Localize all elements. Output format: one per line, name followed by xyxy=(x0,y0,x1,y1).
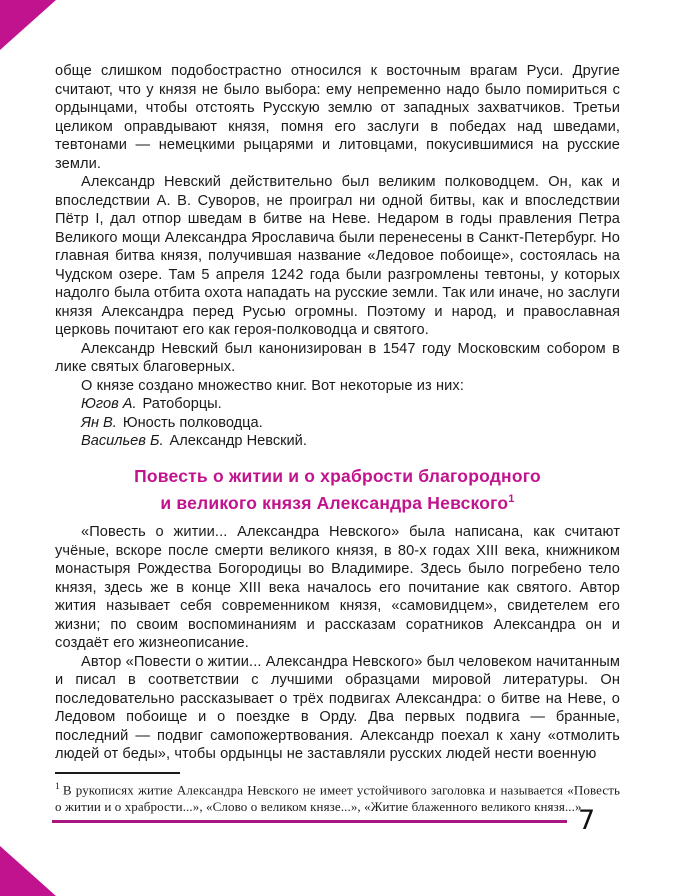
section-heading xyxy=(55,465,620,515)
book-list-item xyxy=(55,395,620,414)
book-author: Васильев Б. xyxy=(81,433,164,449)
book-author: Югов А. xyxy=(81,396,137,412)
book-list-item xyxy=(55,414,620,433)
book-list-item xyxy=(55,432,620,451)
footnote-text xyxy=(55,779,620,815)
body-paragraph-continuation: обще слишком подобострастно относился к восточным врагам Руси. Другие считают, что у князя не было выбора: ему непременно надо было помириться с ордынцами, чтобы отстоять Русскую землю от западных захватчиков. Третьи целиком оправдывают князя, помня его заслуги в победах над шведами, тевтонами — немецкими рыцарями и литовцами, покусившимися на русские земли. xyxy=(55,63,620,172)
page-number: 7 xyxy=(578,805,596,836)
footnote-reference: 1 xyxy=(508,492,515,505)
corner-triangle-bottom xyxy=(0,846,56,896)
book-title: Александр Невский. xyxy=(169,433,307,449)
page-content xyxy=(55,62,620,815)
corner-triangle-top xyxy=(0,0,56,50)
body-paragraph: О князе создано множество книг. Вот некоторые из них: xyxy=(81,377,464,394)
section-heading-line2 xyxy=(55,488,620,515)
footnote-block xyxy=(55,772,620,815)
footnote-separator xyxy=(55,772,180,774)
section-heading-line1: Повесть о житии и о храбрости благородного xyxy=(134,465,541,486)
footnote-body: В рукописях житие Александра Невского не имеет устойчивого заголовка и называется «Повесть о житии и о храбрости...», «Слово о великом князе...», «Житие блаженного великого князя...». xyxy=(55,782,620,815)
section-paragraph: «Повесть о житии... Александра Невского» была написана, как считают учёные, вскоре после смерти великого князя, в 80-х годах XIII века, книжником монастыря Рождества Богородицы во Владимире. Здесь было погребено тело князя, здесь же в конце XIII века началось его почитание как святого. Автор жития называет себя современником князя, «самовидцем», свидетелем его жизни; по своим воспоминаниям и рассказам соратников Александра он и создаёт его жизнеописание. xyxy=(55,524,620,652)
footnote-marker: 1 xyxy=(55,781,60,792)
section-heading-line2-text: и великого князя Александра Невского xyxy=(160,492,509,513)
page-footer-rule xyxy=(52,820,567,823)
book-title: Ратоборцы. xyxy=(142,396,222,412)
body-paragraph: Александр Невский действительно был великим полководцем. Он, как и впоследствии А. В. Суворов, не проиграл ни одной битвы, как и впоследствии Пётр I, дал отпор шведам в битве на Неве. Недаром в годы правления Петра Великого мощи Александра Ярославича были перенесены в Санкт-Петербург. Но главная битва князя, получившая название «Ледовое побоище», состоялась на Чудском озере. Там 5 апреля 1242 года были разгромлены тевтоны, у которых надолго была отбита охота нападать на русские земли. Так или иначе, но заслуги князя Александра перед Русью огромны. Поэтому и народ, и православная церковь почитают его как героя-полководца и святого. xyxy=(55,174,620,338)
book-title: Юность полководца. xyxy=(122,414,263,431)
section-paragraph: Автор «Повести о житии... Александра Невского» был человеком начитанным и писал в соответствии с лучшими образцами мировой литературы. Он последовательно рассказывает о трёх подвигах Александра: о битве на Неве, о Ледовом побоище и о поездке в Орду. Два первых подвига — бранные, последний — подвиг самопожертвования. Александр поехал к хану «отмолить людей от беды», чтобы ордынцы не заставляли русских людей нести военную xyxy=(55,653,620,763)
book-author: Ян В. xyxy=(81,414,117,431)
book-list xyxy=(55,395,620,451)
body-paragraph: Александр Невский был канонизирован в 1547 году Московским собором в лике святых благоверных. xyxy=(55,340,620,375)
